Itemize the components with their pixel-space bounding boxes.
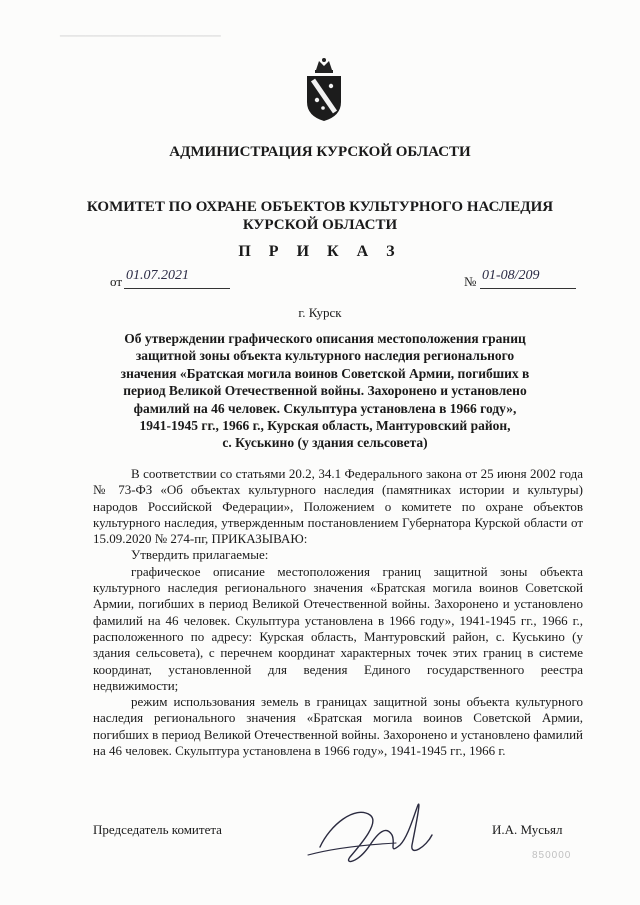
committee-title-line-1: КОМИТЕТ ПО ОХРАНЕ ОБЪЕКТОВ КУЛЬТУРНОГО НАСЛЕДИЯ [86,199,554,215]
order-heading: П Р И К А З [238,243,402,260]
subject-line: защитной зоны объекта культурного наследия регионального [135,348,515,364]
date-underline [124,288,230,289]
committee-title [0,198,640,234]
signatory-name: И.А. Мусьял [492,822,563,837]
handwritten-date: 01.07.2021 [126,268,189,283]
date-label: от [110,274,123,289]
committee-title-line-2: КУРСКОЙ ОБЛАСТИ [242,217,398,233]
subject-line: период Великой Отечественной войны. Захоронено и установлено [123,383,527,399]
subject-line: с. Куськино (у здания сельсовета) [222,435,428,451]
graphic-description-paragraph: графическое описание местоположения границ защитной зоны объекта культурного наследия регионального значения «Братская могила воинов Советской Армии, погибших в период Великой Отечественной войны. Захоронено и установлено фамилий на 46 человек. Скульптура установлена в 1966 году», 1941-1945 гг., 1966 г., расположенного по адресу: Курская область, Мантуровский район, с. Куськино (у здания сельсовета), с перечнем координат характерных точек этих границ в системе координат, установленной для ведения Единого государственного реестра недвижимости; [93,563,583,693]
preamble-paragraph: В соответствии со статьями 20.2, 34.1 Федерального закона от 25 июня 2002 года № 73-ФЗ «Об объектах культурного наследия (памятниках истории и культуры) народов Российской Федерации», Положением о комитете по охране объектов культурного наследия, утвержденным постановлением Губернатора Курской области от 15.09.2020 № 274-пг, ПРИКАЗЫВАЮ: [93,466,583,547]
page-stamp-number: 850000 [532,850,572,861]
city-line: г. Курск [298,305,342,320]
signatory-position: Председатель комитета [93,822,222,837]
bleed-through-text: ▁▁▁▁▁▁▁▁▁▁▁▁▁▁▁▁▁▁▁ [60,25,221,37]
land-use-regime-paragraph: режим использования земель в границах защитной зоны объекта культурного наследия регионального значения «Братская могила воинов Советской Армии, погибших в период Великой Отечественной войны. Захоронено и установлено фамилий на 46 человек. Скульптура установлена в 1966 году», 1941-1945 гг., 1966 г. [93,694,583,759]
order-subject [110,330,540,452]
order-body [93,466,583,759]
handwritten-number: 01-08/209 [482,268,540,283]
approve-paragraph: Утвердить прилагаемые: [131,547,269,563]
subject-line: Об утверждении графического описания местоположения границ [124,331,526,346]
subject-line: 1941-1945 гг., 1966 г., Курская область, Мантуровский район, [139,418,511,434]
coat-of-arms-icon [302,56,346,122]
number-label: № [464,274,477,289]
subject-line: фамилий на 46 человек. Скульптура установлена в 1966 году», [133,400,517,416]
subject-line: значения «Братская могила воинов Советской Армии, погибших в [120,365,530,381]
administration-title: АДМИНИСТРАЦИЯ КУРСКОЙ ОБЛАСТИ [169,144,471,160]
handwritten-signature [300,785,450,875]
number-underline [480,288,576,289]
